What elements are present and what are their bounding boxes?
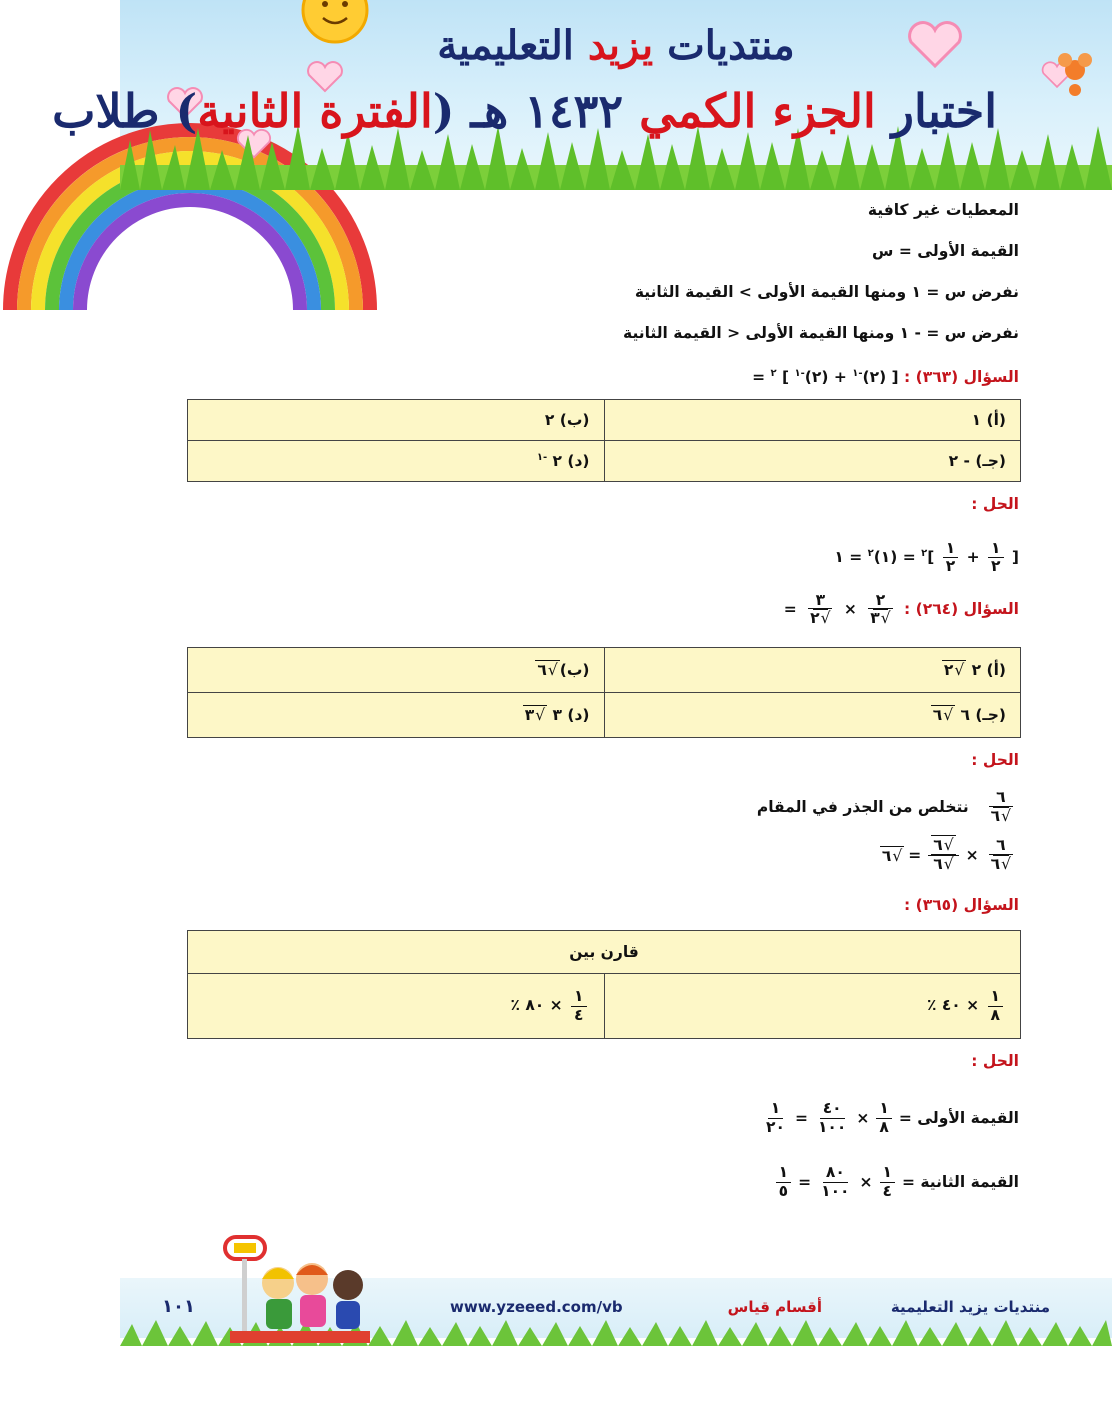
fraction — [776, 1164, 791, 1199]
numerator: ١ — [776, 1164, 791, 1182]
exponent: ٢ — [921, 548, 928, 559]
operator: × — [859, 1173, 873, 1191]
option-d — [188, 441, 605, 482]
site-title — [120, 22, 1112, 69]
fraction — [876, 1100, 891, 1135]
solution-label: الحل : — [971, 495, 1019, 513]
fraction — [986, 837, 1016, 872]
option-d — [188, 693, 605, 738]
operator: + — [966, 548, 980, 567]
compare-col-2 — [188, 974, 605, 1039]
question-expression — [752, 368, 899, 386]
denominator — [805, 610, 835, 627]
denominator: ٢ — [945, 557, 956, 576]
radical: √ ٣ — [523, 705, 547, 724]
option-b: (ب) ٢ — [188, 400, 605, 441]
exponent: ٢ — [867, 548, 874, 559]
site-title-part: التعليمية — [437, 22, 574, 69]
solution-note: نتخلص من الجذر في المقام — [756, 798, 969, 816]
operator: = — [783, 600, 797, 618]
expr-part: = — [752, 368, 766, 387]
fraction — [986, 789, 1016, 824]
expr-part: × ٨٠ ٪ — [510, 996, 563, 1015]
exponent: -١ — [536, 451, 548, 463]
options-table-264 — [187, 647, 1021, 738]
option-a — [604, 648, 1021, 693]
expr-part: = (١) — [873, 548, 916, 567]
radical: √ ٦ — [880, 846, 904, 865]
radical: √ ٦ — [931, 854, 955, 873]
denominator — [865, 610, 895, 627]
denominator: ٢ — [991, 557, 1001, 576]
exponent: -١ — [852, 368, 863, 379]
fraction — [763, 1100, 788, 1135]
intro-line: المعطيات غير كافية — [867, 201, 1019, 219]
denominator: ١٠٠ — [817, 1117, 847, 1136]
operator: = — [794, 1109, 808, 1127]
operator: × — [856, 1109, 870, 1127]
question-label: السؤال (٢٦٤) : — [904, 600, 1019, 618]
question-label: السؤال (٣٦٣) : — [904, 368, 1019, 387]
denominator: ٤ — [574, 1005, 584, 1024]
compare-col-1 — [604, 974, 1021, 1039]
question-label: السؤال (٣٦٥) : — [904, 896, 1019, 914]
numerator: ٢ — [873, 592, 888, 610]
radical: √ ٢ — [808, 608, 832, 627]
page-number: ١٠١ — [162, 1296, 195, 1317]
site-title-part: منتديات — [667, 22, 795, 69]
denominator: ٤ — [882, 1181, 892, 1200]
denominator: ٨ — [990, 1005, 1000, 1024]
fraction — [805, 592, 835, 627]
numerator: ١ — [943, 540, 958, 558]
numerator: ٨٠ — [823, 1164, 848, 1182]
exam-title-part: اختبار — [891, 84, 997, 138]
option-b — [188, 648, 605, 693]
exam-title-part: ) طلاب — [52, 84, 198, 138]
footer-site-name: منتديات يزيد التعليمية — [890, 1298, 1050, 1316]
option-c — [604, 693, 1021, 738]
solution-265-second — [189, 1150, 1019, 1214]
page-header — [52, 0, 1112, 190]
denominator: ٨ — [879, 1117, 889, 1136]
fraction — [988, 988, 1003, 1023]
numerator: ٦ — [993, 789, 1008, 807]
numerator: ٦ — [993, 837, 1008, 855]
bracket: ] — [927, 548, 935, 567]
expr-part: + (٢) — [804, 368, 847, 387]
fraction — [943, 540, 958, 575]
exam-title — [52, 84, 997, 138]
expr-part: × ٤٠ ٪ — [926, 996, 980, 1015]
denominator: ١٠٠ — [821, 1181, 850, 1200]
radical: √ ٣ — [868, 608, 892, 627]
options-table-265 — [187, 930, 1021, 1039]
fraction — [880, 1164, 895, 1199]
fraction — [865, 592, 895, 627]
denominator — [986, 856, 1016, 873]
solution-265-first — [189, 1086, 1019, 1150]
denominator — [928, 856, 958, 873]
fraction — [988, 540, 1003, 575]
intro-line: نفرض س = - ١ ومنها القيمة الأولى < القيمة الثانية — [623, 324, 1019, 342]
intro-line: القيمة الأولى = س — [872, 242, 1019, 260]
value-label: القيمة الثانية = — [901, 1173, 1019, 1191]
operator: × — [965, 846, 979, 864]
radical: √ ٦ — [931, 835, 955, 854]
denominator: ٥ — [778, 1181, 789, 1200]
denominator — [986, 808, 1016, 825]
denominator: ٢٠ — [766, 1117, 785, 1136]
fraction — [571, 988, 586, 1023]
operator: × — [843, 600, 857, 618]
exam-title-part: الفترة الثانية — [197, 84, 433, 138]
solution-label: الحل : — [971, 751, 1019, 769]
option-text: (جـ) ٦ — [960, 706, 1006, 724]
exam-title-part: الجزء الكمي — [639, 84, 876, 138]
footer-url[interactable]: www.yzeeed.com/vb — [450, 1298, 623, 1316]
exponent: -١ — [794, 368, 805, 379]
numerator: ٣ — [813, 592, 828, 610]
option-c: (جـ) - ٢ — [604, 441, 1021, 482]
expr-part: [ (٢) — [862, 368, 899, 387]
radical: √ ٦ — [535, 660, 559, 679]
radical: √ ٦ — [989, 806, 1013, 825]
operator: = — [908, 846, 922, 864]
expr-part: = ١ — [834, 548, 863, 567]
exponent: ٢ — [770, 368, 777, 379]
option-text: (أ) ٢ — [971, 661, 1006, 679]
bracket: [ — [1011, 548, 1019, 567]
exam-title-part: ١٤٣٢ هـ ( — [432, 84, 624, 138]
value-label: القيمة الأولى = — [898, 1109, 1019, 1127]
question-expression — [783, 590, 899, 627]
site-title-part: يزيد — [587, 22, 654, 69]
fraction — [815, 1100, 849, 1135]
operator: = — [798, 1173, 812, 1191]
numerator: ١ — [880, 1164, 895, 1182]
radical: √ ٦ — [931, 705, 955, 724]
radical: √ ٦ — [989, 854, 1013, 873]
question-264 — [189, 579, 1019, 639]
numerator: ١ — [571, 988, 586, 1006]
numerator — [928, 837, 958, 855]
question-265 — [189, 889, 1019, 930]
numerator: ١ — [876, 1100, 891, 1118]
question-263 — [189, 358, 1019, 399]
option-text: (د) ٣ — [552, 706, 590, 724]
numerator: ١ — [988, 988, 1003, 1006]
intro-line: نفرض س = ١ ومنها القيمة الأولى > القيمة الثانية — [634, 283, 1019, 301]
options-table-263 — [187, 399, 1021, 482]
radical: √ ٢ — [942, 660, 966, 679]
option-text: (ب) — [559, 661, 590, 679]
numerator: ١ — [768, 1100, 783, 1118]
expr-part: ] — [782, 368, 790, 387]
kids-illustration-icon — [220, 1235, 380, 1347]
solution-label: الحل : — [971, 1052, 1019, 1070]
compare-header: قارن بين — [188, 931, 1021, 974]
solution-264-row2 — [189, 829, 1019, 881]
solution-264-row1 — [189, 785, 1019, 829]
numerator: ١ — [988, 540, 1003, 558]
option-text: (د) ٢ — [552, 452, 590, 471]
option-a: (أ) ١ — [604, 400, 1021, 441]
fraction — [928, 837, 958, 872]
numerator: ٤٠ — [820, 1100, 845, 1118]
solution-263 — [189, 529, 1019, 579]
footer-section: أقسام قياس — [727, 1298, 822, 1316]
page-content — [189, 194, 1019, 1214]
fraction — [818, 1164, 852, 1199]
